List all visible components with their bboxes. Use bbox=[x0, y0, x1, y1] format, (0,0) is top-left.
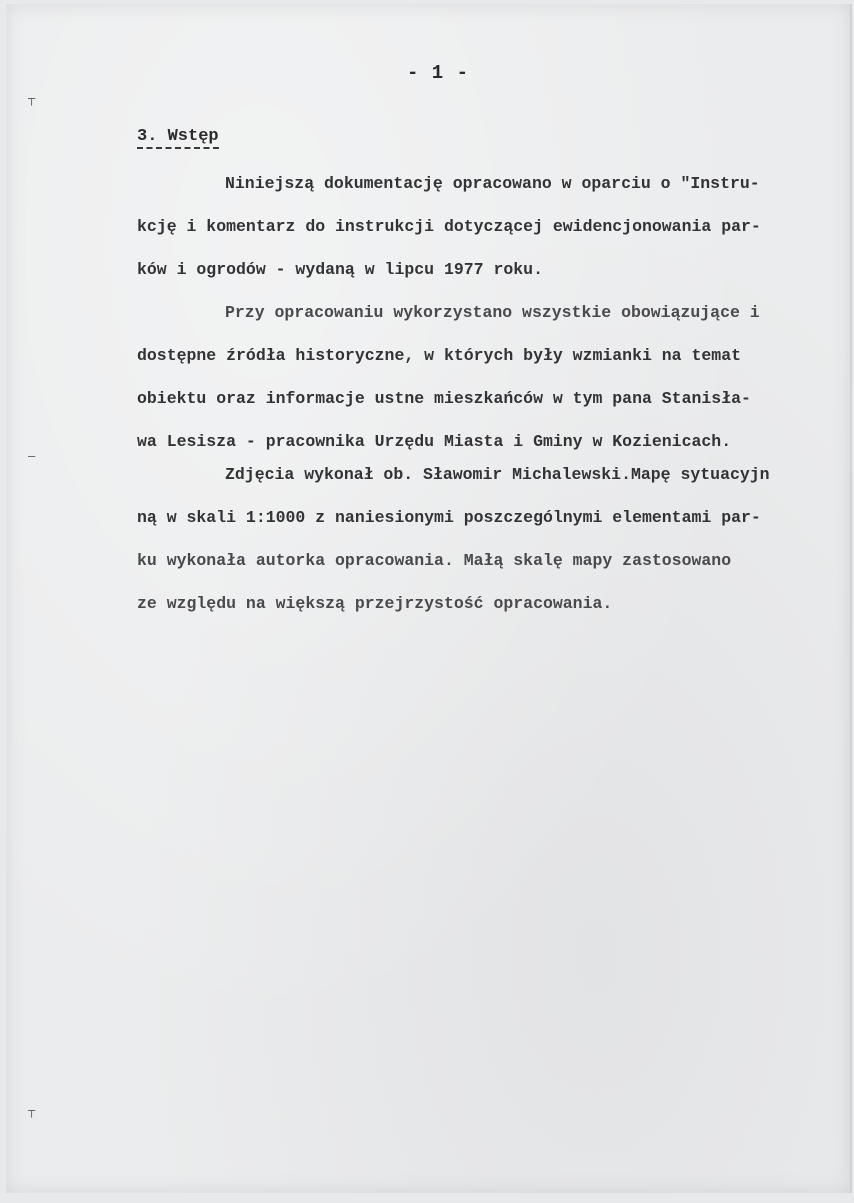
paragraph-line: ku wykonała autorka opracowania. Małą skalę mapy zastosowano bbox=[137, 551, 732, 570]
paragraph-line: Zdjęcia wykonał ob. Sławomir Michalewski.Mapę sytuacyjn bbox=[225, 465, 770, 484]
punch-mark-top: ┬ bbox=[28, 92, 36, 106]
paragraph-line: dostępne źródła historyczne, w których były wzmianki na temat bbox=[137, 346, 741, 365]
paragraph-1 bbox=[137, 169, 797, 298]
document-page bbox=[6, 4, 852, 1193]
paragraph-3 bbox=[137, 460, 797, 632]
paragraph-line: ze względu na większą przejrzystość opracowania. bbox=[137, 594, 613, 613]
paragraph-2 bbox=[137, 298, 797, 470]
paragraph-line: wa Lesisza - pracownika Urzędu Miasta i Gminy w Kozienicach. bbox=[137, 432, 732, 451]
paragraph-line: ną w skali 1:1000 z naniesionymi poszczególnymi elementami par- bbox=[137, 508, 761, 527]
paragraph-line: Przy opracowaniu wykorzystano wszystkie obowiązujące i bbox=[225, 303, 760, 322]
paragraph-line: kcję i komentarz do instrukcji dotyczącej ewidencjonowania par- bbox=[137, 217, 761, 236]
page-number: - 1 - bbox=[406, 62, 469, 84]
paragraph-line: ków i ogrodów - wydaną w lipcu 1977 roku. bbox=[137, 260, 543, 279]
paragraph-line: Niniejszą dokumentację opracowano w oparciu o "Instru- bbox=[225, 174, 760, 193]
section-heading: 3. Wstęp bbox=[137, 127, 219, 149]
paragraph-line: obiektu oraz informacje ustne mieszkańców w tym pana Stanisła- bbox=[137, 389, 751, 408]
punch-mark-bottom: ┬ bbox=[28, 1104, 36, 1118]
punch-mark-middle: ─ bbox=[28, 450, 36, 464]
